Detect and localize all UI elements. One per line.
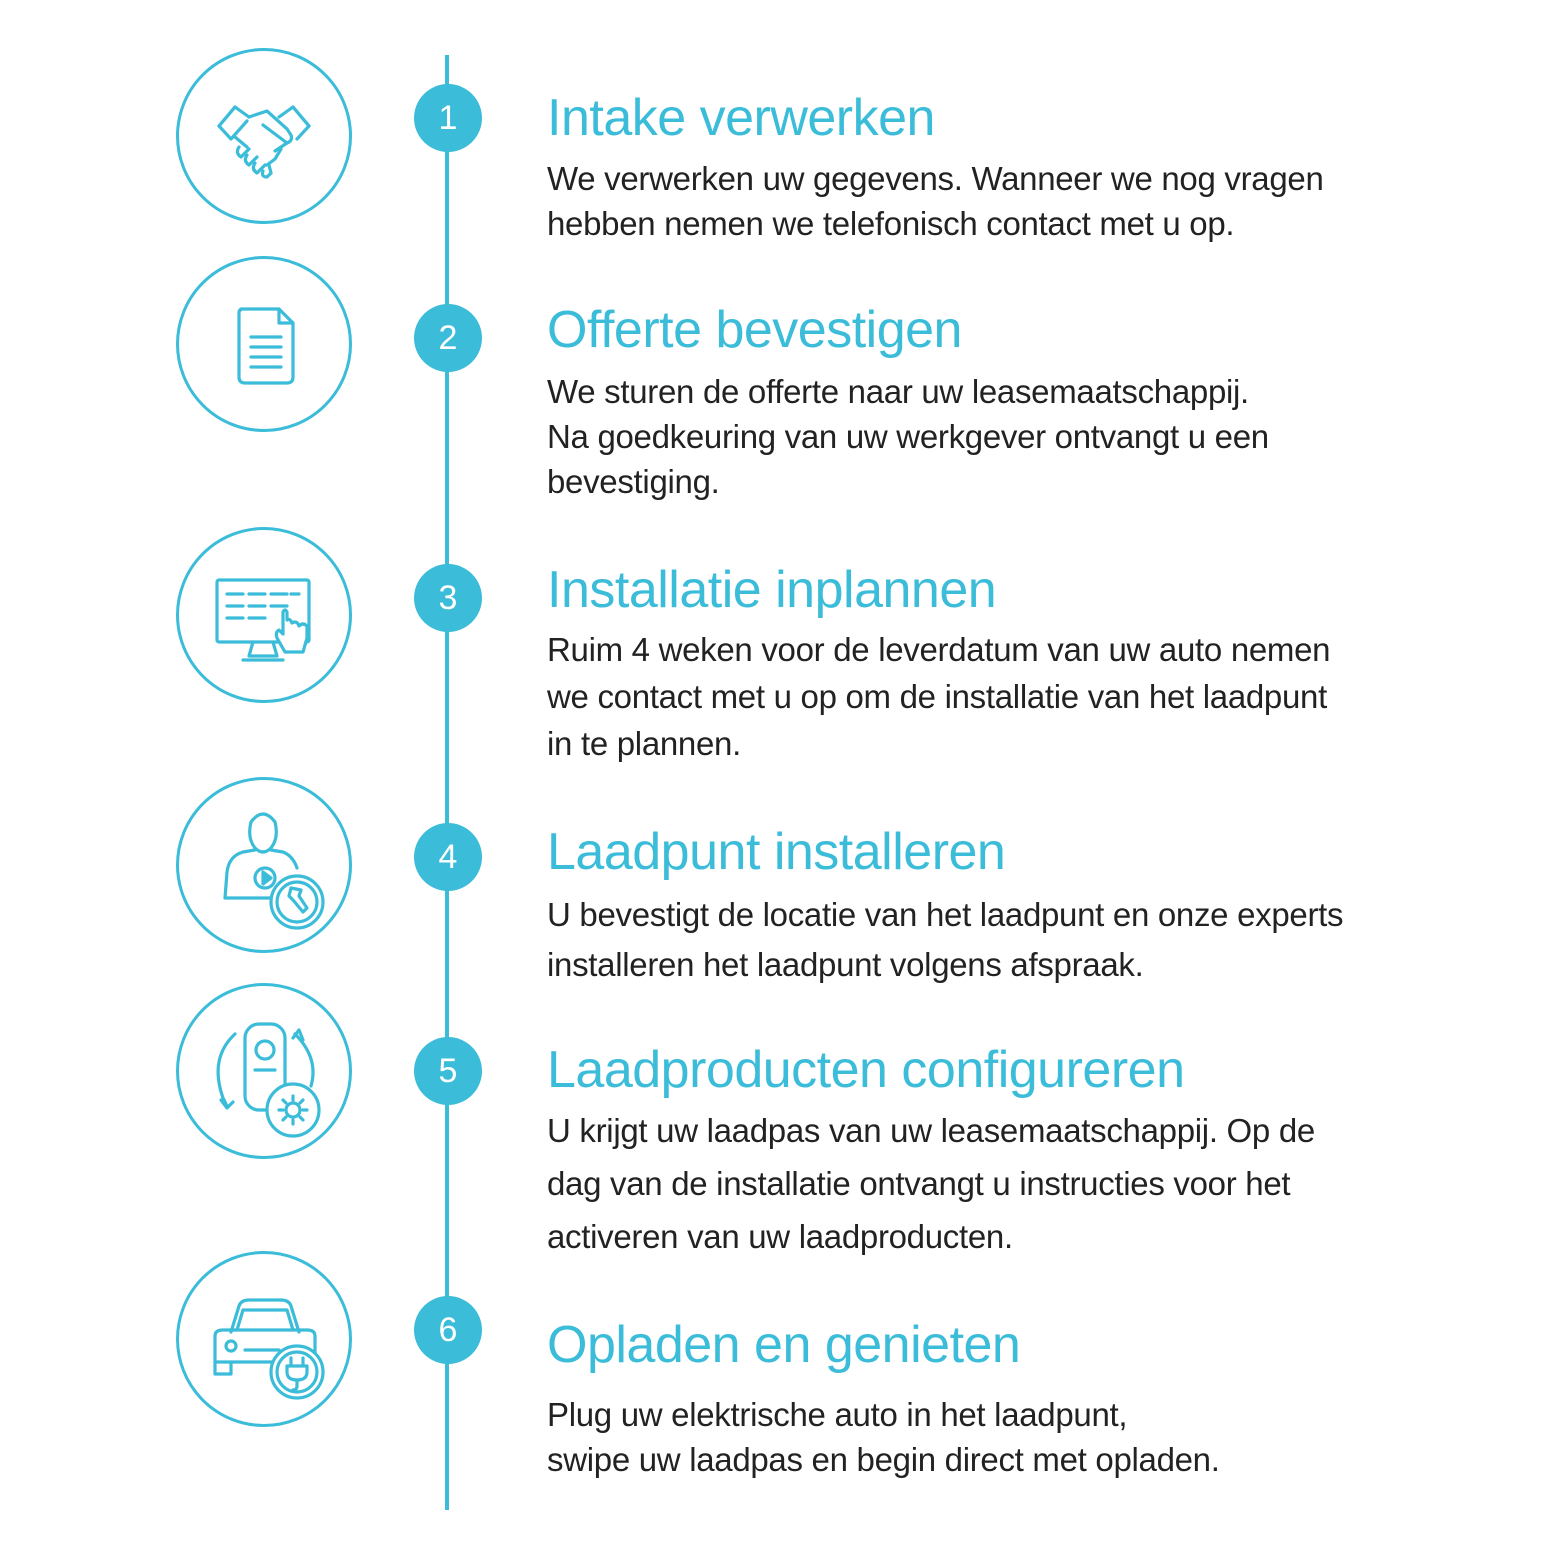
step-1-line-1: We verwerken uw gegevens. Wanneer we nog vragen: [547, 160, 1324, 197]
step-5-line-3: activeren van uw laadproducten.: [547, 1218, 1013, 1255]
step-2-line-1: We sturen de offerte naar uw leasemaatschappij.: [547, 373, 1249, 410]
step-1-description: [547, 156, 1324, 246]
step-5-description: [547, 1104, 1315, 1263]
step-2-title: Offerte bevestigen: [547, 301, 962, 359]
step-5-line-1: U krijgt uw laadpas van uw leasemaatschappij. Op de: [547, 1112, 1315, 1149]
step-6-description: [547, 1392, 1220, 1482]
step-6-line-2: swipe uw laadpas en begin direct met opladen.: [547, 1441, 1220, 1478]
step-5-title: Laadproducten configureren: [547, 1041, 1185, 1099]
step-4-line-1: U bevestigt de locatie van het laadpunt en onze experts: [547, 896, 1344, 933]
step-1-icon-circle: [176, 48, 352, 224]
step-1-title: Intake verwerken: [547, 89, 935, 147]
step-5-line-2: dag van de installatie ontvangt u instructies voor het: [547, 1165, 1291, 1202]
step-5-number: 5: [414, 1037, 482, 1105]
step-6-line-1: Plug uw elektrische auto in het laadpunt,: [547, 1396, 1128, 1433]
step-2-description: [547, 369, 1269, 504]
step-4-line-2: installeren het laadpunt volgens afspraak.: [547, 946, 1144, 983]
step-4-description: [547, 890, 1343, 990]
step-3-line-3: in te plannen.: [547, 725, 741, 762]
step-4-title: Laadpunt installeren: [547, 823, 1006, 881]
step-3-description: [547, 626, 1330, 767]
step-6-title: Opladen en genieten: [547, 1316, 1021, 1374]
step-2-number: 2: [414, 304, 482, 372]
step-4-icon-circle: [176, 777, 352, 953]
handshake-icon: [179, 51, 349, 221]
step-2-icon-circle: [176, 256, 352, 432]
step-2-line-2: Na goedkeuring van uw werkgever ontvangt u een: [547, 418, 1269, 455]
step-2-line-3: bevestiging.: [547, 463, 720, 500]
technician-icon: [179, 780, 349, 950]
step-5-icon-circle: [176, 983, 352, 1159]
step-6-icon-circle: [176, 1251, 352, 1427]
timeline-line: [445, 55, 449, 1510]
step-3-icon-circle: [176, 527, 352, 703]
step-4-number: 4: [414, 823, 482, 891]
step-1-number: 1: [414, 84, 482, 152]
step-3-line-2: we contact met u op om de installatie van het laadpunt: [547, 678, 1327, 715]
step-6-number: 6: [414, 1296, 482, 1364]
step-3-line-1: Ruim 4 weken voor de leverdatum van uw auto nemen: [547, 631, 1331, 668]
electric-car-icon: [179, 1254, 349, 1424]
charger-config-icon: [179, 986, 349, 1156]
document-icon: [179, 259, 349, 429]
step-3-title: Installatie inplannen: [547, 561, 997, 619]
step-3-number: 3: [414, 564, 482, 632]
step-1-line-2: hebben nemen we telefonisch contact met u op.: [547, 205, 1235, 242]
monitor-calendar-icon: [179, 530, 349, 700]
